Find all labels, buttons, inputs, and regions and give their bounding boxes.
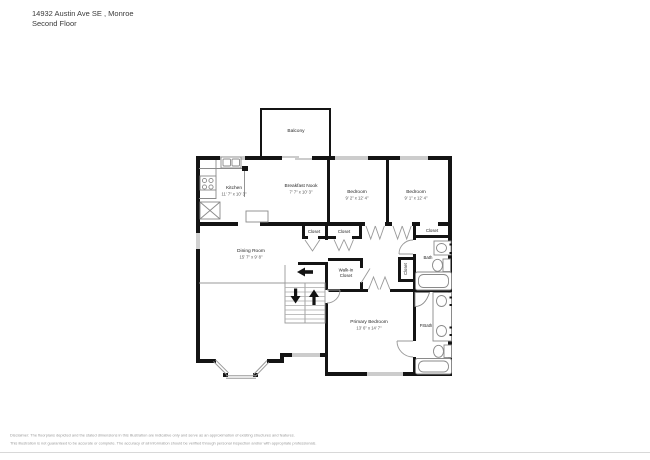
room-dims-primary-bedroom: 13' 6" x 14' 7" — [356, 326, 382, 332]
room-label-kitchen: Kitchen — [225, 185, 243, 191]
bay-window-group — [214, 360, 269, 378]
disclaimer — [10, 432, 650, 448]
label-walk-in-closet: Walk-In Closet — [338, 268, 353, 279]
room-label-bedroom-right: Bedroom — [406, 189, 426, 195]
disclaimer-line-2: This illustration is not guaranteed to be accurate or complete. The accuracy of all information should be verified through personal inspection and/or with appropriate professionals. — [10, 442, 317, 446]
room-label-breakfast-nook: Breakfast Nook — [284, 183, 318, 189]
room-label-primary-bath: P.Bath — [419, 323, 432, 329]
room-label-dining: Dining Room — [237, 248, 265, 254]
bath-door — [399, 240, 413, 254]
bath-tub — [416, 272, 452, 290]
room-label-bedroom-left: Bedroom — [347, 189, 367, 195]
primary-bath-door — [397, 341, 413, 357]
primary-bath-fixtures-group — [415, 293, 452, 375]
floor-label: Second Floor — [32, 18, 77, 28]
room-dims-kitchen: 11' 7" x 10' 3" — [221, 192, 247, 198]
laundry-box — [200, 202, 220, 219]
bath-toilet — [433, 259, 451, 272]
hall-closet-doors — [334, 240, 354, 251]
room-dims-bedroom-right: 9' 1" x 12' 4" — [404, 196, 428, 202]
room-dims-dining: 15' 7" x 9' 8" — [239, 255, 263, 261]
disclaimer-line-1: Disclaimer: The floorplans depicted and the stated dimensions in this illustration are indicative only and serve as an approximation of existing structures and features. — [10, 433, 295, 438]
room-dims-bedroom-left: 9' 2" x 12' 4" — [345, 196, 369, 202]
stove — [200, 176, 216, 190]
room-label-bath: Bath — [423, 255, 433, 261]
primary-tub — [416, 359, 452, 375]
bath-sink — [434, 241, 452, 255]
label-closet-bedroom-right: Closet — [425, 228, 439, 233]
address-line: 14932 Austin Ave SE , Monroe — [32, 9, 134, 18]
label-closet-vertical: Closet — [403, 263, 408, 275]
room-dims-breakfast-nook: 7' 7" x 10' 3" — [289, 190, 313, 196]
corner-shower — [415, 293, 430, 307]
kitchen-island — [246, 211, 268, 222]
room-label-primary-bedroom: Primary Bedroom — [350, 319, 388, 325]
label-closet-dining: Closet — [307, 229, 320, 234]
dining-closet-doors — [305, 240, 320, 252]
primary-toilet — [434, 345, 452, 358]
label-closet-hall: Closet — [337, 229, 350, 234]
footer-divider — [0, 452, 650, 453]
primary-entry-doors — [369, 277, 391, 290]
stairs-left-arrow — [297, 268, 313, 277]
room-label-balcony: Balcony — [286, 128, 305, 134]
bedroom-left-door — [366, 226, 384, 239]
bath-fixtures-group — [416, 241, 453, 290]
kitchen-sink — [221, 157, 241, 168]
stairs-group — [199, 265, 325, 323]
bedroom-right-door — [393, 226, 411, 239]
